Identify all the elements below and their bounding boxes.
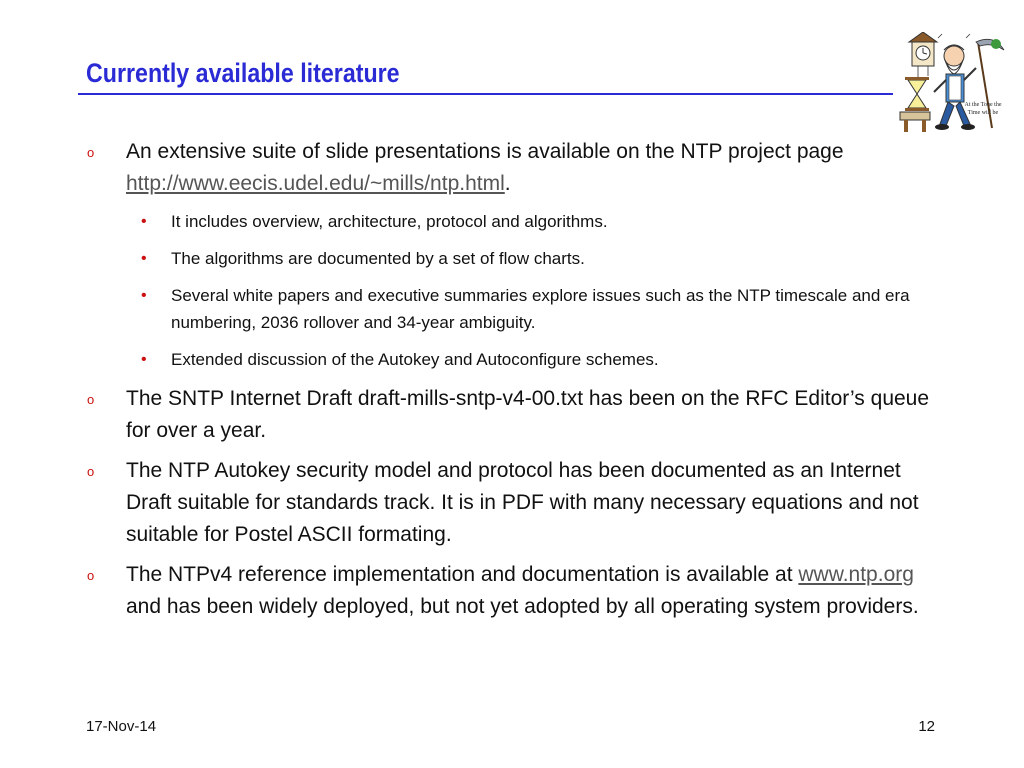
bullet-item xyxy=(86,455,946,551)
sub-bullet-list xyxy=(86,208,946,373)
title-underline xyxy=(78,93,893,95)
sub-bullet-text: It includes overview, architecture, protocol and algorithms. xyxy=(171,212,608,231)
ntp-slides-link[interactable]: http://www.eecis.udel.edu/~mills/ntp.html xyxy=(126,172,505,195)
clipart-caption: At the Tone the Time will be xyxy=(964,102,1002,116)
sub-bullet-item xyxy=(86,208,946,235)
bullet-text: The NTPv4 reference implementation and documentation is available at xyxy=(126,563,799,586)
bullet-text: The NTP Autokey security model and protocol has been documented as an Internet Draft suitable for standards track. It is in PDF with many necessary equations and not suitable for Postel ASCII formating. xyxy=(126,459,919,546)
ntp-org-link[interactable]: www.ntp.org xyxy=(798,563,914,586)
bullet-item xyxy=(86,383,946,447)
bullet-text: The SNTP Internet Draft draft-mills-sntp-v4-00.txt has been on the RFC Editor’s queue for over a year. xyxy=(126,387,930,442)
bullet-text-end: . xyxy=(504,172,511,195)
sub-bullet-item xyxy=(86,282,946,336)
bullet-item xyxy=(86,559,946,623)
slide-body xyxy=(86,136,946,631)
sub-bullet-marker: • xyxy=(141,351,147,368)
sub-bullet-item xyxy=(86,245,946,272)
bullet-text: An extensive suite of slide presentations is available on the NTP project page xyxy=(126,140,844,163)
sub-bullet-text: Extended discussion of the Autokey and Autoconfigure schemes. xyxy=(171,350,659,369)
sub-bullet-marker: • xyxy=(141,287,147,304)
slide-title: Currently available literature xyxy=(86,58,400,88)
father-time-clipart-icon xyxy=(896,32,1006,134)
bullet-marker: o xyxy=(87,392,95,407)
sub-bullet-item xyxy=(86,346,946,373)
footer-date: 17-Nov-14 xyxy=(86,718,157,735)
sub-bullet-marker: • xyxy=(141,213,147,230)
bullet-item xyxy=(86,136,946,200)
bullet-text-end: and has been widely deployed, but not yet adopted by all operating system providers. xyxy=(126,595,919,618)
sub-bullet-text: The algorithms are documented by a set of flow charts. xyxy=(171,249,585,268)
bullet-marker: o xyxy=(87,464,95,479)
bullet-marker: o xyxy=(87,145,95,160)
sub-bullet-marker: • xyxy=(141,250,147,267)
bullet-marker: o xyxy=(87,568,95,583)
page-number: 12 xyxy=(918,718,935,735)
sub-bullet-text: Several white papers and executive summaries explore issues such as the NTP timescale and era numbering, 2036 rollover and 34-year ambiguity. xyxy=(171,286,910,332)
